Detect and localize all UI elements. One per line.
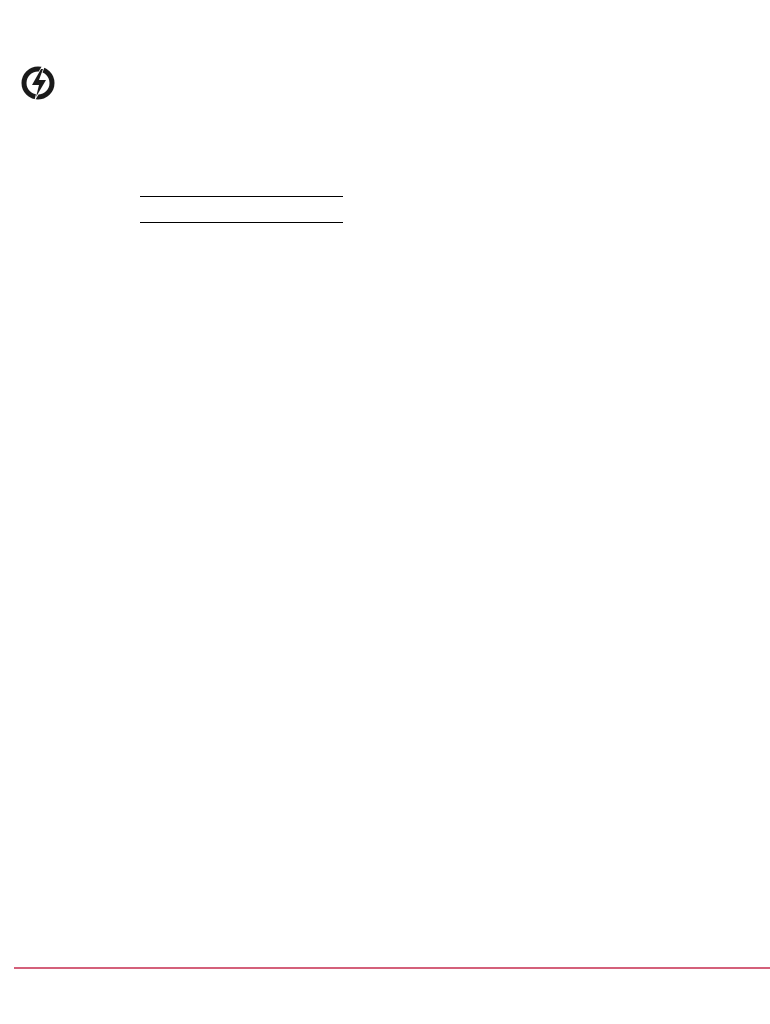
inspected-by-line[interactable] bbox=[140, 196, 343, 197]
date-inspected-line[interactable] bbox=[140, 222, 343, 223]
power-design-logo bbox=[20, 64, 220, 106]
lightning-bolt-icon bbox=[20, 64, 60, 104]
confidential-notice bbox=[0, 974, 770, 986]
footer-divider bbox=[14, 967, 770, 969]
